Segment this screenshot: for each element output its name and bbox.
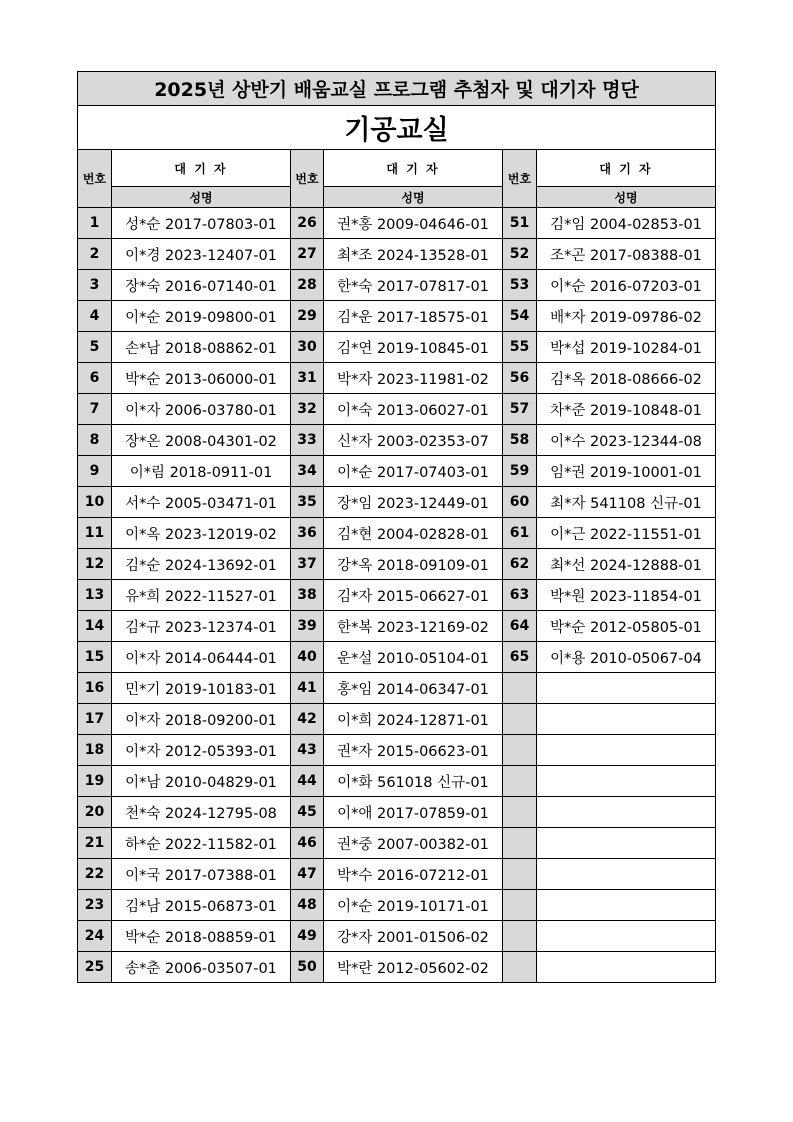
entry-number: 17	[78, 704, 112, 735]
entry-name: 김*자 2015-06627-01	[324, 580, 503, 611]
empty-entry-cell	[537, 952, 716, 983]
entry-number: 8	[78, 425, 112, 456]
empty-number-cell	[503, 828, 537, 859]
entry-name: 천*숙 2024-12795-08	[112, 797, 291, 828]
entry-name: 이*애 2017-07859-01	[324, 797, 503, 828]
table-row	[78, 859, 716, 890]
entry-number: 23	[78, 890, 112, 921]
entry-number: 15	[78, 642, 112, 673]
entry-number: 32	[291, 394, 324, 425]
entry-name: 권*자 2015-06623-01	[324, 735, 503, 766]
name-column-header: 성명	[537, 187, 716, 208]
entry-number: 31	[291, 363, 324, 394]
entry-name: 한*숙 2017-07817-01	[324, 270, 503, 301]
number-header: 번호	[503, 150, 537, 208]
entry-name: 홍*임 2014-06347-01	[324, 673, 503, 704]
name-column-header: 성명	[324, 187, 503, 208]
empty-number-cell	[503, 735, 537, 766]
entry-name: 이*화 561018 신규-01	[324, 766, 503, 797]
entry-name: 이*경 2023-12407-01	[112, 239, 291, 270]
waitlist-group-header: 대 기 자	[112, 150, 291, 187]
empty-entry-cell	[537, 735, 716, 766]
entry-number: 10	[78, 487, 112, 518]
entry-number: 60	[503, 487, 537, 518]
empty-entry-cell	[537, 673, 716, 704]
entry-name: 이*자 2012-05393-01	[112, 735, 291, 766]
entry-name: 김*운 2017-18575-01	[324, 301, 503, 332]
entry-number: 49	[291, 921, 324, 952]
entry-name: 조*곤 2017-08388-01	[537, 239, 716, 270]
waitlist-group-header: 대 기 자	[537, 150, 716, 187]
empty-number-cell	[503, 921, 537, 952]
entry-number: 29	[291, 301, 324, 332]
entry-number: 42	[291, 704, 324, 735]
entry-number: 57	[503, 394, 537, 425]
entry-name: 권*중 2007-00382-01	[324, 828, 503, 859]
entry-name: 운*설 2010-05104-01	[324, 642, 503, 673]
entry-number: 24	[78, 921, 112, 952]
table-row	[78, 301, 716, 332]
entry-name: 박*란 2012-05602-02	[324, 952, 503, 983]
entry-number: 64	[503, 611, 537, 642]
table-row	[78, 766, 716, 797]
entry-name: 이*순 2016-07203-01	[537, 270, 716, 301]
empty-entry-cell	[537, 766, 716, 797]
entry-number: 63	[503, 580, 537, 611]
entry-number: 55	[503, 332, 537, 363]
entry-name: 배*자 2019-09786-02	[537, 301, 716, 332]
entry-number: 45	[291, 797, 324, 828]
entry-number: 41	[291, 673, 324, 704]
table-row	[78, 797, 716, 828]
entry-name: 이*옥 2023-12019-02	[112, 518, 291, 549]
entry-number: 53	[503, 270, 537, 301]
entry-number: 37	[291, 549, 324, 580]
entry-name: 김*옥 2018-08666-02	[537, 363, 716, 394]
entry-number: 58	[503, 425, 537, 456]
empty-entry-cell	[537, 828, 716, 859]
entry-name: 이*국 2017-07388-01	[112, 859, 291, 890]
entry-number: 9	[78, 456, 112, 487]
number-header: 번호	[78, 150, 112, 208]
entry-number: 51	[503, 208, 537, 239]
entry-number: 43	[291, 735, 324, 766]
entry-name: 송*춘 2006-03507-01	[112, 952, 291, 983]
table-row	[78, 580, 716, 611]
entry-name: 임*권 2019-10001-01	[537, 456, 716, 487]
entry-number: 27	[291, 239, 324, 270]
entry-number: 34	[291, 456, 324, 487]
entry-name: 강*옥 2018-09109-01	[324, 549, 503, 580]
entry-number: 54	[503, 301, 537, 332]
entry-number: 56	[503, 363, 537, 394]
entry-number: 20	[78, 797, 112, 828]
table-row	[78, 518, 716, 549]
entry-number: 46	[291, 828, 324, 859]
entry-name: 손*남 2018-08862-01	[112, 332, 291, 363]
entry-name: 차*준 2019-10848-01	[537, 394, 716, 425]
empty-number-cell	[503, 859, 537, 890]
table-row	[78, 239, 716, 270]
entry-number: 62	[503, 549, 537, 580]
entry-name: 이*남 2010-04829-01	[112, 766, 291, 797]
entry-name: 이*순 2019-09800-01	[112, 301, 291, 332]
table-row	[78, 549, 716, 580]
entry-number: 33	[291, 425, 324, 456]
entry-name: 이*자 2018-09200-01	[112, 704, 291, 735]
entry-number: 11	[78, 518, 112, 549]
entry-name: 장*임 2023-12449-01	[324, 487, 503, 518]
entry-name: 이*수 2023-12344-08	[537, 425, 716, 456]
entry-name: 이*자 2006-03780-01	[112, 394, 291, 425]
entry-number: 3	[78, 270, 112, 301]
entry-name: 이*용 2010-05067-04	[537, 642, 716, 673]
entry-number: 61	[503, 518, 537, 549]
table-row	[78, 828, 716, 859]
entry-name: 박*섭 2019-10284-01	[537, 332, 716, 363]
entry-name: 서*수 2005-03471-01	[112, 487, 291, 518]
table-row	[78, 952, 716, 983]
entry-name: 박*수 2016-07212-01	[324, 859, 503, 890]
empty-number-cell	[503, 797, 537, 828]
entry-name: 김*규 2023-12374-01	[112, 611, 291, 642]
entry-name: 이*숙 2013-06027-01	[324, 394, 503, 425]
table-row	[78, 642, 716, 673]
entry-name: 이*순 2019-10171-01	[324, 890, 503, 921]
entry-name: 이*근 2022-11551-01	[537, 518, 716, 549]
entry-number: 50	[291, 952, 324, 983]
table-row	[78, 704, 716, 735]
entry-number: 25	[78, 952, 112, 983]
table-row	[78, 890, 716, 921]
name-column-header: 성명	[112, 187, 291, 208]
entry-number: 65	[503, 642, 537, 673]
entry-number: 44	[291, 766, 324, 797]
entry-number: 12	[78, 549, 112, 580]
entry-name: 강*자 2001-01506-02	[324, 921, 503, 952]
table-row	[78, 394, 716, 425]
entry-name: 박*자 2023-11981-02	[324, 363, 503, 394]
entry-name: 박*순 2018-08859-01	[112, 921, 291, 952]
entry-number: 16	[78, 673, 112, 704]
entry-name: 장*온 2008-04301-02	[112, 425, 291, 456]
entry-number: 38	[291, 580, 324, 611]
entry-name: 유*희 2022-11527-01	[112, 580, 291, 611]
entry-number: 2	[78, 239, 112, 270]
entry-number: 48	[291, 890, 324, 921]
entry-name: 성*순 2017-07803-01	[112, 208, 291, 239]
empty-number-cell	[503, 673, 537, 704]
entry-number: 26	[291, 208, 324, 239]
entry-name: 박*원 2023-11854-01	[537, 580, 716, 611]
waitlist-group-header: 대 기 자	[324, 150, 503, 187]
empty-entry-cell	[537, 859, 716, 890]
document-title: 2025년 상반기 배움교실 프로그램 추첨자 및 대기자 명단	[78, 72, 716, 106]
entry-name: 하*순 2022-11582-01	[112, 828, 291, 859]
entry-name: 최*선 2024-12888-01	[537, 549, 716, 580]
waitlist-table	[77, 71, 716, 983]
entry-name: 이*희 2024-12871-01	[324, 704, 503, 735]
entry-number: 39	[291, 611, 324, 642]
empty-number-cell	[503, 766, 537, 797]
table-row	[78, 332, 716, 363]
entry-number: 1	[78, 208, 112, 239]
table-row	[78, 270, 716, 301]
entry-number: 7	[78, 394, 112, 425]
class-name: 기공교실	[78, 106, 716, 150]
table-row	[78, 487, 716, 518]
entry-number: 52	[503, 239, 537, 270]
empty-number-cell	[503, 952, 537, 983]
empty-entry-cell	[537, 704, 716, 735]
entry-name: 박*순 2012-05805-01	[537, 611, 716, 642]
entry-name: 민*기 2019-10183-01	[112, 673, 291, 704]
entry-number: 36	[291, 518, 324, 549]
entry-name: 권*홍 2009-04646-01	[324, 208, 503, 239]
empty-number-cell	[503, 704, 537, 735]
entry-name: 장*숙 2016-07140-01	[112, 270, 291, 301]
entry-name: 신*자 2003-02353-07	[324, 425, 503, 456]
table-row	[78, 425, 716, 456]
table-row	[78, 611, 716, 642]
entry-number: 59	[503, 456, 537, 487]
entry-number: 35	[291, 487, 324, 518]
entry-number: 6	[78, 363, 112, 394]
entry-name: 김*순 2024-13692-01	[112, 549, 291, 580]
entry-name: 이*림 2018-0911-01	[112, 456, 291, 487]
empty-entry-cell	[537, 890, 716, 921]
entry-number: 21	[78, 828, 112, 859]
table-row	[78, 208, 716, 239]
entry-name: 박*순 2013-06000-01	[112, 363, 291, 394]
entry-name: 최*자 541108 신규-01	[537, 487, 716, 518]
empty-entry-cell	[537, 921, 716, 952]
entry-name: 최*조 2024-13528-01	[324, 239, 503, 270]
entry-number: 4	[78, 301, 112, 332]
entry-name: 이*순 2017-07403-01	[324, 456, 503, 487]
entry-name: 김*임 2004-02853-01	[537, 208, 716, 239]
entry-name: 이*자 2014-06444-01	[112, 642, 291, 673]
entry-name: 김*연 2019-10845-01	[324, 332, 503, 363]
empty-entry-cell	[537, 797, 716, 828]
entry-number: 13	[78, 580, 112, 611]
entry-number: 28	[291, 270, 324, 301]
table-row	[78, 735, 716, 766]
entry-number: 30	[291, 332, 324, 363]
empty-number-cell	[503, 890, 537, 921]
table-row	[78, 363, 716, 394]
table-row	[78, 673, 716, 704]
entry-name: 김*현 2004-02828-01	[324, 518, 503, 549]
entry-name: 김*남 2015-06873-01	[112, 890, 291, 921]
entry-number: 14	[78, 611, 112, 642]
number-header: 번호	[291, 150, 324, 208]
entry-number: 5	[78, 332, 112, 363]
entry-number: 18	[78, 735, 112, 766]
entry-number: 40	[291, 642, 324, 673]
entry-number: 47	[291, 859, 324, 890]
entry-number: 19	[78, 766, 112, 797]
table-row	[78, 456, 716, 487]
table-row	[78, 921, 716, 952]
entry-number: 22	[78, 859, 112, 890]
entry-name: 한*복 2023-12169-02	[324, 611, 503, 642]
